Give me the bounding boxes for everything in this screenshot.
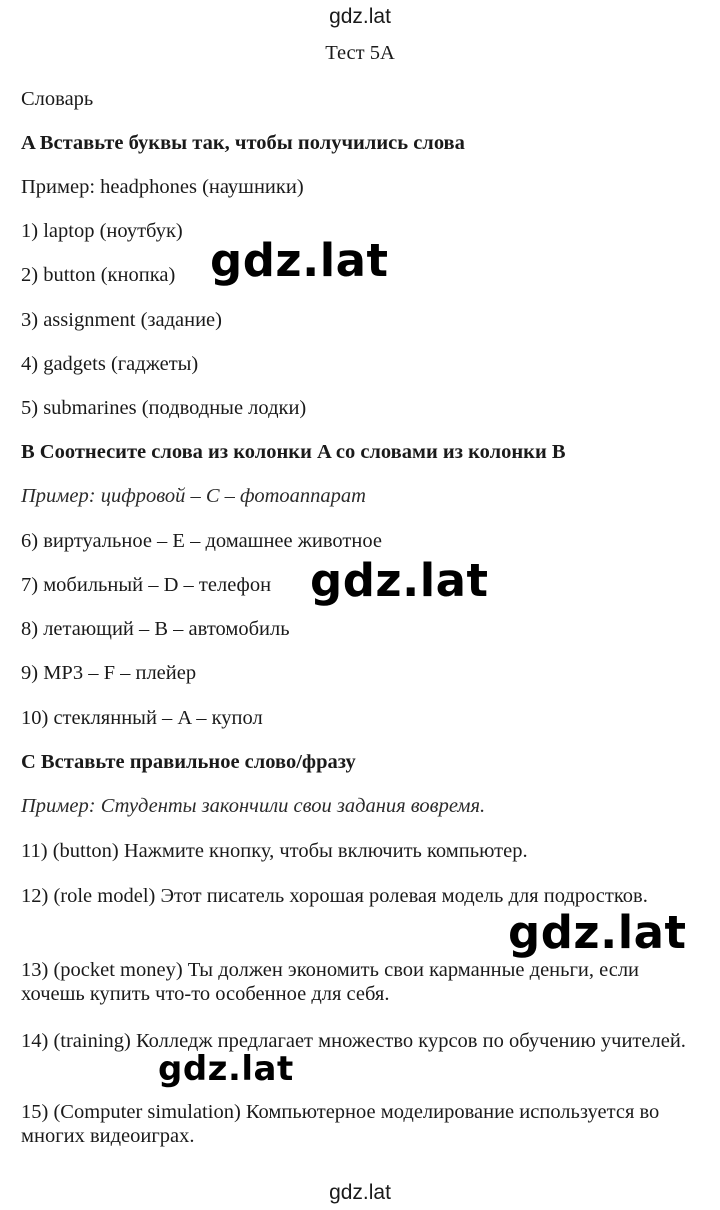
test-title: Тест 5А <box>325 42 395 64</box>
part-c-heading: C Вставьте правильное слово/фразу <box>21 751 356 773</box>
part-a-item: 2) button (кнопка) <box>21 264 176 286</box>
part-b-item: 7) мобильный – D – телефон <box>21 574 272 596</box>
part-b-item: 8) летающий – B – автомобиль <box>21 618 290 640</box>
part-a-item: 1) laptop (ноутбук) <box>21 220 183 242</box>
part-b-example: Пример: цифровой – C – фотоаппарат <box>21 485 366 507</box>
part-b-item: 10) стеклянный – A – купол <box>21 707 263 729</box>
part-c-item: 15) (Computer simulation) Компьютерное моделирование используется во многих видеоиграх. <box>21 1101 660 1147</box>
part-b-heading: B Соотнесите слова из колонки A со словами из колонки B <box>21 441 566 463</box>
part-c-item: 13) (pocket money) Ты должен экономить свои карманные деньги, если хочешь купить что-то особенное для себя. <box>21 959 640 1005</box>
part-a-item: 5) submarines (подводные лодки) <box>21 397 307 419</box>
part-b-item: 9) MP3 – F – плейер <box>21 662 197 684</box>
part-c-item: 14) (training) Колледж предлагает множество курсов по обучению учителей. <box>21 1030 686 1052</box>
part-a-item: 4) gadgets (гаджеты) <box>21 353 199 375</box>
part-b-item: 6) виртуальное – E – домашнее животное <box>21 530 382 552</box>
section-vocabulary: Словарь <box>21 88 94 110</box>
watermark: gdz.lat <box>508 906 687 959</box>
part-c-example: Пример: Студенты закончили свои задания вовремя. <box>21 795 486 817</box>
watermark: gdz.lat <box>210 234 389 287</box>
site-header: gdz.lat <box>329 5 391 28</box>
part-c-item: 12) (role model) Этот писатель хорошая ролевая модель для подростков. <box>21 885 648 907</box>
watermark: gdz.lat <box>310 554 489 607</box>
site-footer: gdz.lat <box>329 1181 391 1204</box>
part-a-example: Пример: headphones (наушники) <box>21 176 304 198</box>
part-c-item: 11) (button) Нажмите кнопку, чтобы включить компьютер. <box>21 840 528 862</box>
part-a-item: 3) assignment (задание) <box>21 309 222 331</box>
part-a-heading: A Вставьте буквы так, чтобы получились слова <box>21 132 465 154</box>
watermark: gdz.lat <box>158 1049 294 1089</box>
